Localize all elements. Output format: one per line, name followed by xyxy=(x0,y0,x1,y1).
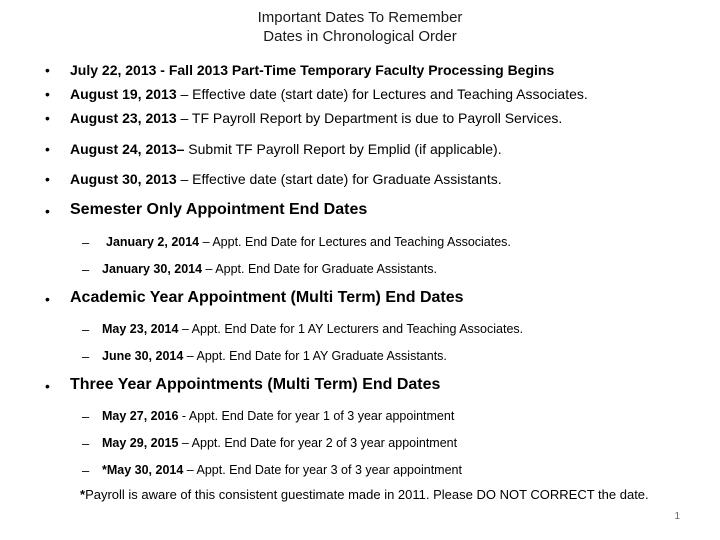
bullet-marker: • xyxy=(45,291,50,307)
bullet-marker: • xyxy=(45,110,50,126)
academic-sub-1 xyxy=(102,322,523,336)
date-item-2 xyxy=(70,86,588,102)
dash-marker: – xyxy=(82,322,90,337)
semester-sub-1-text: – Appt. End Date for Lectures and Teaching Associates. xyxy=(199,235,511,249)
bullet-marker: • xyxy=(45,86,50,102)
date-item-3 xyxy=(70,110,562,126)
bullet-marker: • xyxy=(45,378,50,394)
date-item-3-text: – TF Payroll Report by Department is due to Payroll Services. xyxy=(176,110,563,126)
dash-marker: – xyxy=(82,436,90,451)
date-item-5-text: – Effective date (start date) for Graduate Assistants. xyxy=(176,171,502,187)
title-line-2: Dates in Chronological Order xyxy=(263,28,457,45)
three-year-heading: Three Year Appointments (Multi Term) End Dates xyxy=(70,376,441,393)
dash-marker: – xyxy=(82,349,90,364)
date-item-1 xyxy=(70,62,554,78)
bullet-marker: • xyxy=(45,141,50,157)
date-item-3-bold: August 23, 2013 xyxy=(70,110,177,126)
date-item-1-bold: July 22, 2013 - Fall 2013 Part-Time Temporary Faculty Processing Begins xyxy=(70,62,555,78)
three-year-sub-1-text: - Appt. End Date for year 1 of 3 year appointment xyxy=(178,409,455,423)
semester-sub-2 xyxy=(102,262,437,276)
bullet-marker: • xyxy=(45,171,50,187)
slide-title xyxy=(0,8,720,46)
academic-sub-1-bold: May 23, 2014 xyxy=(102,322,179,336)
three-year-sub-3-text: – Appt. End Date for year 3 of 3 year appointment xyxy=(183,463,462,477)
three-year-sub-2 xyxy=(102,436,457,450)
dash-marker: – xyxy=(82,235,90,250)
payroll-note xyxy=(80,488,680,502)
date-item-5-bold: August 30, 2013 xyxy=(70,171,177,187)
three-year-sub-1 xyxy=(102,409,454,423)
note-star: * xyxy=(80,487,86,502)
semester-sub-1 xyxy=(106,235,511,249)
three-year-sub-2-bold: May 29, 2015 xyxy=(102,436,179,450)
semester-sub-2-text: – Appt. End Date for Graduate Assistants. xyxy=(202,262,437,276)
date-item-2-bold: August 19, 2013 xyxy=(70,86,177,102)
bullet-marker: • xyxy=(45,62,50,78)
academic-heading: Academic Year Appointment (Multi Term) End Dates xyxy=(70,289,464,306)
academic-sub-2-text: – Appt. End Date for 1 AY Graduate Assistants. xyxy=(183,349,447,363)
three-year-sub-1-bold: May 27, 2016 xyxy=(102,409,179,423)
date-item-4 xyxy=(70,141,502,157)
date-item-2-text: – Effective date (start date) for Lectures and Teaching Associates. xyxy=(176,86,588,102)
date-item-4-bold: August 24, 2013– xyxy=(70,141,185,157)
page-number: 1 xyxy=(674,511,680,522)
three-year-sub-3-bold: *May 30, 2014 xyxy=(102,463,184,477)
semester-sub-1-bold: January 2, 2014 xyxy=(106,235,200,249)
date-item-5 xyxy=(70,171,502,187)
semester-sub-2-bold: January 30, 2014 xyxy=(102,262,203,276)
semester-heading: Semester Only Appointment End Dates xyxy=(70,201,368,218)
academic-sub-1-text: – Appt. End Date for 1 AY Lecturers and Teaching Associates. xyxy=(178,322,524,336)
dash-marker: – xyxy=(82,409,90,424)
title-line-1: Important Dates To Remember xyxy=(257,9,463,26)
academic-sub-2 xyxy=(102,349,447,363)
bullet-marker: • xyxy=(45,203,50,219)
three-year-sub-2-text: – Appt. End Date for year 2 of 3 year appointment xyxy=(178,436,458,450)
three-year-sub-3 xyxy=(102,463,462,477)
note-text: Payroll is aware of this consistent guestimate made in 2011. Please DO NOT CORRECT the date. xyxy=(85,487,649,502)
date-item-4-text: Submit TF Payroll Report by Emplid (if applicable). xyxy=(184,141,502,157)
dash-marker: – xyxy=(82,463,90,478)
academic-sub-2-bold: June 30, 2014 xyxy=(102,349,184,363)
dash-marker: – xyxy=(82,262,90,277)
